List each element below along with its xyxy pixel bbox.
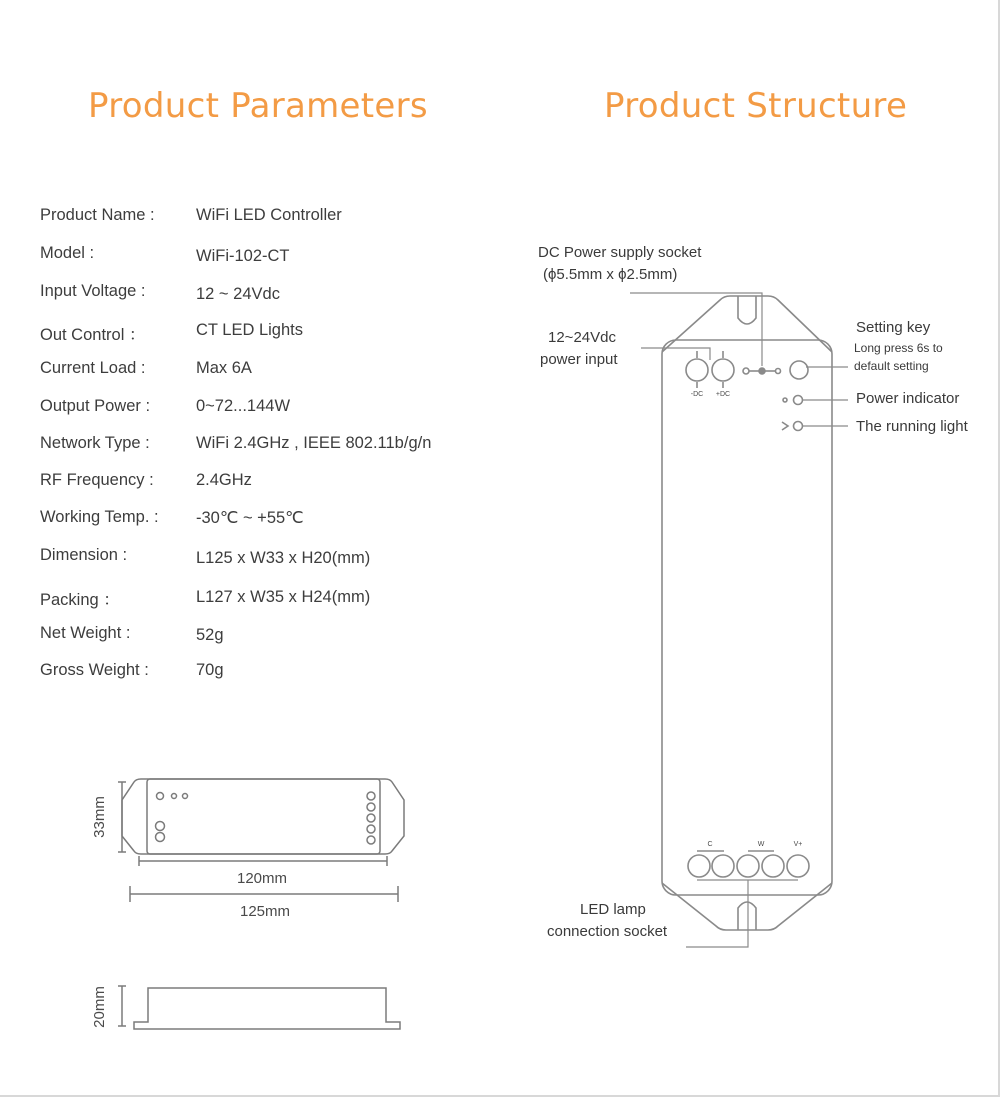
param-label: Input Voltage : [40, 282, 146, 300]
param-label: RF Frequency : [40, 471, 154, 489]
label-power-input-voltage: 12~24Vdc [548, 329, 616, 346]
top-view-terminal [367, 825, 375, 833]
param-value: 12 ~ 24Vdc [196, 285, 280, 303]
param-value: 52g [196, 626, 224, 644]
dimension-20mm: 20mm [91, 986, 108, 1028]
param-label: Out Control ： [40, 326, 146, 344]
product-parameters-title: Product Parameters [88, 86, 428, 126]
leader-dc-socket [630, 293, 762, 366]
label-led-lamp: LED lamp [580, 901, 646, 918]
top-view-terminal [156, 822, 165, 831]
label-running-light: The running light [856, 418, 968, 435]
top-view-indicator [172, 794, 177, 799]
param-label: Dimension : [40, 546, 128, 564]
terminal-w-2 [762, 855, 784, 877]
dimension-33mm: 33mm [91, 796, 108, 838]
label-setting-key-note-1: Long press 6s to [854, 341, 943, 355]
param-value: 2.4GHz [196, 471, 252, 489]
label-setting-key: Setting key [856, 319, 931, 336]
param-value: WiFi LED Controller [196, 206, 342, 224]
terminal-minus-dc [686, 359, 708, 381]
param-value: WiFi 2.4GHz , IEEE 802.11b/g/n [196, 434, 432, 452]
leader-power-input [641, 348, 710, 360]
param-label: Model : [40, 244, 95, 262]
terminal-mark-plus: +DC [715, 391, 731, 398]
param-label: Packing ： [40, 591, 120, 609]
power-indicator-led [794, 396, 803, 405]
param-label: Working Temp. : [40, 508, 159, 526]
top-view-terminal [367, 836, 375, 844]
param-value: 0~72...144W [196, 397, 291, 415]
param-label: Net Weight : [40, 624, 131, 642]
label-setting-key-note-2: default setting [854, 359, 929, 373]
terminal-plus-dc [712, 359, 734, 381]
param-value: WiFi-102-CT [196, 247, 290, 265]
device-bottom-slot [738, 902, 756, 930]
param-value: L125 x W33 x H20(mm) [196, 549, 371, 567]
param-value: 70g [196, 661, 224, 679]
terminal-mark-w: W [757, 841, 765, 848]
device-top-slot [738, 296, 756, 324]
top-view-indicator [157, 793, 164, 800]
terminal-c-1 [688, 855, 710, 877]
device-structure-drawing [662, 296, 832, 930]
label-dc-socket-size: (ϕ5.5mm x ϕ2.5mm) [543, 266, 678, 283]
top-view-terminal [367, 792, 375, 800]
device-bottom-ear [662, 883, 832, 930]
terminal-c-2 [712, 855, 734, 877]
setting-key-button [790, 361, 808, 379]
param-value: L127 x W35 x H24(mm) [196, 588, 371, 606]
leader-led-lamp [686, 880, 798, 947]
terminal-mark-v-plus: V+ [793, 841, 803, 848]
dimension-120mm: 120mm [236, 870, 288, 887]
param-label: Gross Weight : [40, 661, 149, 679]
param-label: Output Power : [40, 397, 151, 415]
terminal-v-plus [787, 855, 809, 877]
top-view-terminal [156, 833, 165, 842]
top-view-outline [122, 779, 404, 854]
label-power-input: power input [540, 351, 618, 368]
top-view-body [147, 779, 380, 854]
param-label: Network Type : [40, 434, 150, 452]
param-label: Current Load : [40, 359, 146, 377]
running-light-led [794, 422, 803, 431]
dimension-125mm: 125mm [239, 903, 291, 920]
param-value: CT LED Lights [196, 321, 303, 339]
param-value: -30℃ ~ +55℃ [196, 509, 304, 527]
terminal-mark-minus: -DC [690, 391, 704, 398]
label-power-indicator: Power indicator [856, 390, 960, 407]
top-view-terminal [367, 803, 375, 811]
terminal-w-1 [737, 855, 759, 877]
dc-socket-symbol [743, 368, 749, 374]
side-view-outline [134, 988, 400, 1029]
param-value: Max 6A [196, 359, 252, 377]
label-dc-power-socket: DC Power supply socket [538, 244, 702, 261]
label-connection-socket: connection socket [547, 923, 668, 940]
top-view-terminal [367, 814, 375, 822]
product-structure-title: Product Structure [604, 86, 908, 126]
param-label: Product Name : [40, 206, 155, 224]
side-view-dimension-drawing [118, 986, 400, 1029]
terminal-mark-c: C [707, 841, 713, 848]
device-body [662, 340, 832, 895]
top-view-indicator [183, 794, 188, 799]
